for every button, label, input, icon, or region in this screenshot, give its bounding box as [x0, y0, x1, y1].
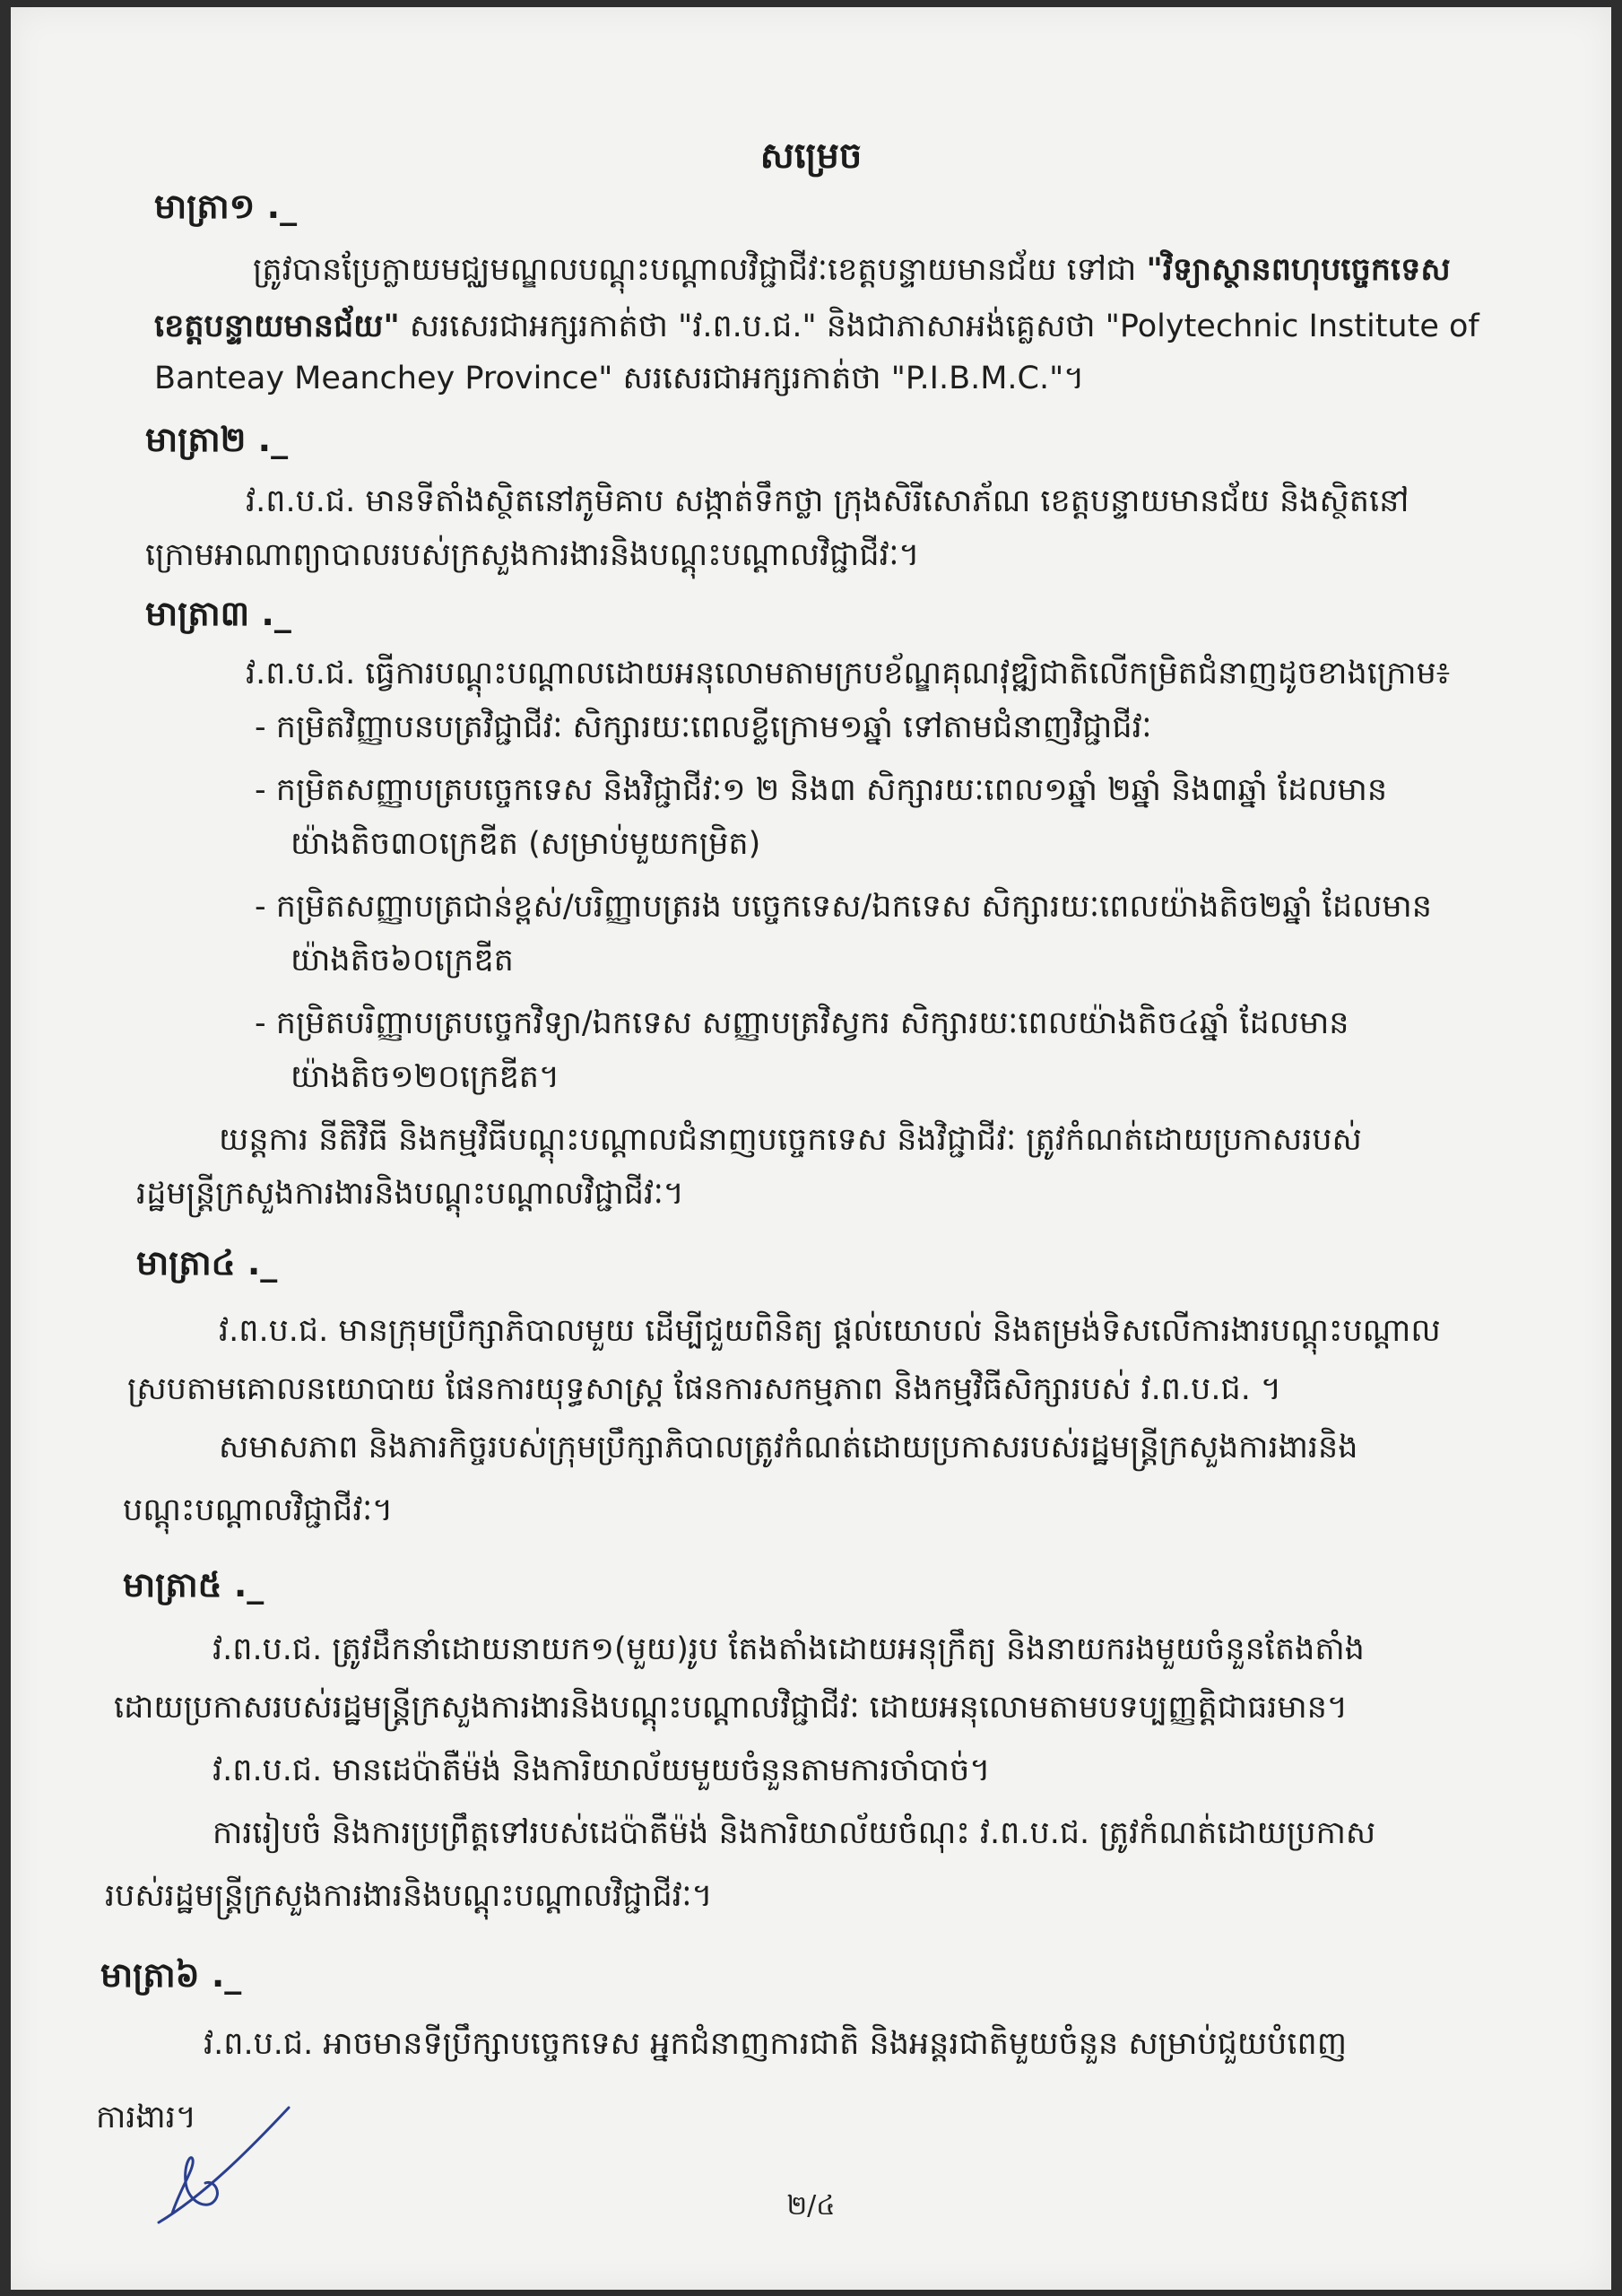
article-3-item-4: - កម្រិតបរិញ្ញាបត្របច្ចេកវិទ្យា/ឯកទេស សញ្ញាបត្រវិស្វករ សិក្សារយៈពេលយ៉ាងតិច៤ឆ្នាំ ដែលមាន: [255, 1005, 1349, 1041]
document-page: [11, 7, 1611, 2290]
article-4-line-4: បណ្តុះបណ្តាលវិជ្ជាជីវៈ។: [123, 1492, 394, 1528]
article-3-title: មាត្រា៣ ._: [145, 594, 291, 633]
article-3-item-3-cont: យ៉ាងតិច៦០ក្រេឌីត: [291, 943, 514, 978]
article-3-item-3: - កម្រិតសញ្ញាបត្រជាន់ខ្ពស់/បរិញ្ញាបត្ររង បច្ចេកទេស/ឯកទេស សិក្សារយៈពេលយ៉ាងតិច២ឆ្នាំ ដែលមាន: [255, 889, 1432, 925]
article-5-line-4: ការរៀបចំ និងការប្រព្រឹត្តទៅរបស់ដេប៉ាតឺម៉ង់ និងការិយាល័យចំណុះ វ.ព.ប.ជ. ត្រូវកំណត់ដោយប្រកាស: [213, 1815, 1376, 1851]
article-4-line-3: សមាសភាព និងភារកិច្ចរបស់ក្រុមប្រឹក្សាភិបាលត្រូវកំណត់ដោយប្រកាសរបស់រដ្ឋមន្ត្រីក្រសួងការងារនិង: [219, 1430, 1358, 1465]
article-4-title: មាត្រា៤ ._: [136, 1243, 278, 1283]
page-number: ២/៤: [786, 2190, 836, 2222]
article-1-line-1: ត្រូវបានប្រែក្លាយមជ្ឈមណ្ឌលបណ្តុះបណ្តាលវិជ្ជាជីវៈខេត្តបន្ទាយមានជ័យ ទៅជា "វិទ្យាស្ថានពហុបច្ចេកទេស: [253, 252, 1451, 288]
article-3-item-1: - កម្រិតវិញ្ញាបនបត្រវិជ្ជាជីវៈ សិក្សារយៈពេលខ្លីក្រោម១ឆ្នាំ ទៅតាមជំនាញវិជ្ជាជីវៈ: [255, 709, 1152, 745]
article-6-line-1: វ.ព.ប.ជ. អាចមានទីប្រឹក្សាបច្ចេកទេស អ្នកជំនាញការជាតិ និងអន្តរជាតិមួយចំនួន សម្រាប់ជួយបំពេញ: [204, 2026, 1348, 2062]
article-3-item-2: - កម្រិតសញ្ញាបត្របច្ចេកទេស និងវិជ្ជាជីវៈ១ ២ និង៣ សិក្សារយៈពេល១ឆ្នាំ ២ឆ្នាំ និង៣ឆ្នាំ ដែលមាន: [255, 772, 1388, 808]
article-2-line-1: វ.ព.ប.ជ. មានទីតាំងស្ថិតនៅភូមិគាប សង្កាត់ទឹកថ្លា ក្រុងសិរីសោភ័ណ ខេត្តបន្ទាយមានជ័យ និងស្ថិតនៅ: [246, 483, 1409, 519]
article-2-title: មាត្រា២ ._: [145, 420, 289, 459]
article-5-line-2: ដោយប្រកាសរបស់រដ្ឋមន្ត្រីក្រសួងការងារនិងបណ្តុះបណ្តាលវិជ្ជាជីវៈ ដោយអនុលោមតាមបទប្បញ្ញត្តិជាធរមាន។: [114, 1690, 1349, 1726]
article-3-para-2: យន្តការ នីតិវិធី និងកម្មវិធីបណ្តុះបណ្តាលជំនាញបច្ចេកទេស និងវិជ្ជាជីវៈ ត្រូវកំណត់ដោយប្រកាសរបស់: [219, 1122, 1362, 1158]
article-5-line-5: របស់រដ្ឋមន្ត្រីក្រសួងការងារនិងបណ្តុះបណ្តាលវិជ្ជាជីវៈ។: [105, 1878, 713, 1914]
article-1-line-3: Banteay Meanchey Province" សរសេរជាអក្សរកាត់ថា "P.I.B.M.C."។: [154, 361, 1085, 396]
article-1-line-2: ខេត្តបន្ទាយមានជ័យ" សរសេរជាអក្សរកាត់ថា "វ.ព.ប.ជ." និងជាភាសាអង់គ្លេសថា "Polytechnic Institute of: [154, 309, 1479, 344]
decision-heading: សម្រេច: [759, 135, 863, 177]
article-4-line-2: ស្របតាមគោលនយោបាយ ផែនការយុទ្ធសាស្ត្រ ផែនការសកម្មភាព និងកម្មវិធីសិក្សារបស់ វ.ព.ប.ជ. ។: [127, 1371, 1282, 1407]
article-3-intro: វ.ព.ប.ជ. ធ្វើការបណ្តុះបណ្តាលដោយអនុលោមតាមក្របខ័ណ្ឌគុណវុឌ្ឍិជាតិលើកម្រិតជំនាញដូចខាងក្រោម៖: [246, 656, 1451, 691]
article-5-title: មាត្រា៥ ._: [123, 1565, 265, 1605]
article-2-line-2: ក្រោមអាណាព្យាបាលរបស់ក្រសួងការងារនិងបណ្តុះបណ្តាលវិជ្ជាជីវៈ។: [145, 537, 920, 573]
article-6-line-2: ការងារ។: [96, 2100, 196, 2135]
article-5-line-1: វ.ព.ប.ជ. ត្រូវដឹកនាំដោយនាយក១(មួយ)រូប តែងតាំងដោយអនុក្រឹត្យ និងនាយករងមួយចំនួនតែងតាំង: [213, 1631, 1365, 1667]
article-5-line-3: វ.ព.ប.ជ. មានដេប៉ាតឺម៉ង់ និងការិយាល័យមួយចំនួនតាមការចាំបាច់។: [213, 1752, 991, 1788]
article-3-item-2-cont: យ៉ាងតិច៣០ក្រេឌីត (សម្រាប់មួយកម្រិត): [291, 826, 761, 862]
article-4-line-1: វ.ព.ប.ជ. មានក្រុមប្រឹក្សាភិបាលមួយ ដើម្បីជួយពិនិត្យ ផ្តល់យោបល់ និងតម្រង់ទិសលើការងារបណ្តុះបណ្តាល: [219, 1313, 1441, 1349]
article-3-item-4-cont: យ៉ាងតិច១២០ក្រេឌីត។: [291, 1059, 560, 1095]
article-6-title: មាត្រា៦ ._: [100, 1955, 242, 1995]
article-1-title: មាត្រា១ ._: [154, 187, 298, 226]
article-3-para-2-cont: រដ្ឋមន្ត្រីក្រសួងការងារនិងបណ្តុះបណ្តាលវិជ្ជាជីវៈ។: [136, 1176, 684, 1212]
